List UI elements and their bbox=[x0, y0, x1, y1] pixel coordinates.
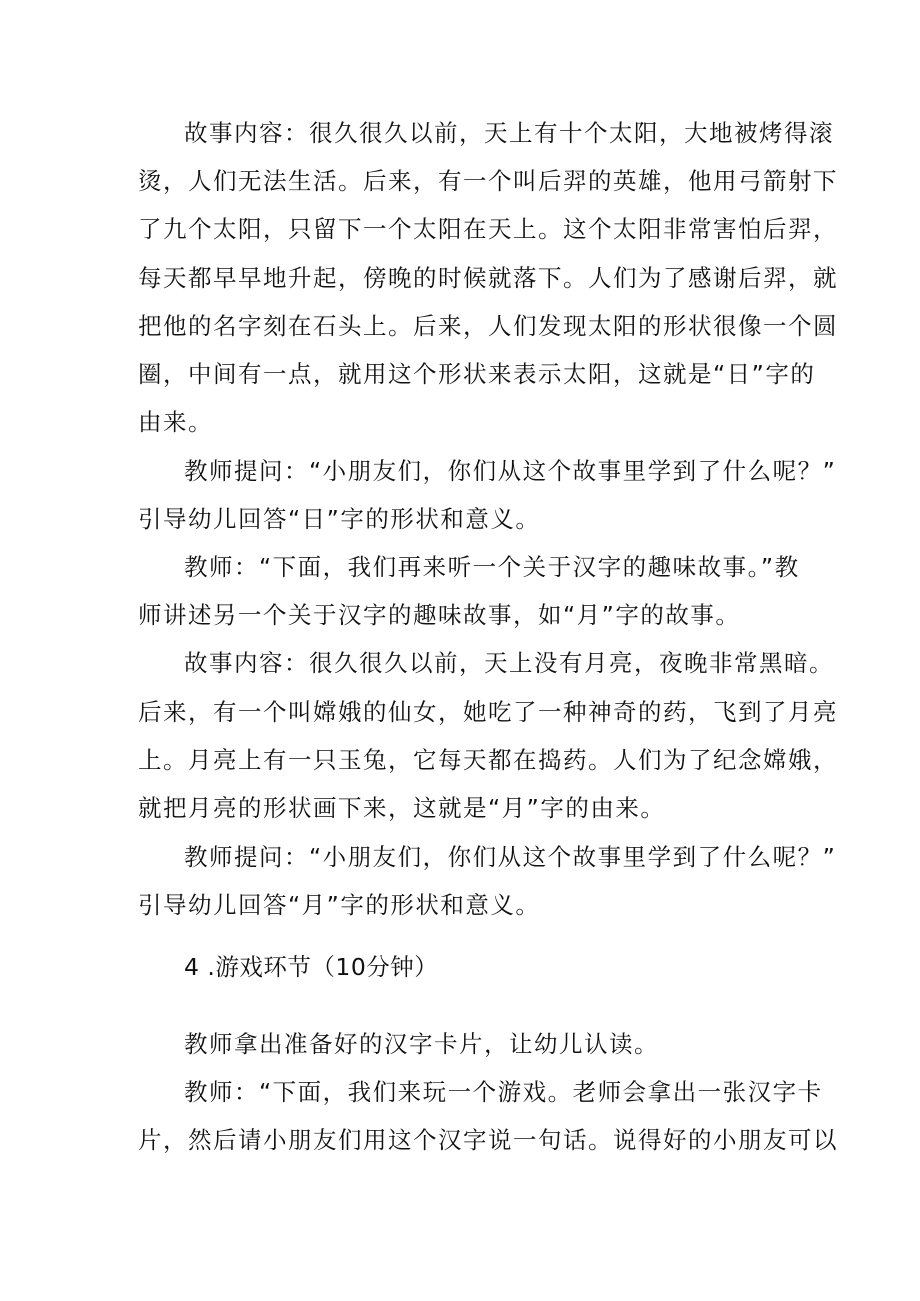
paragraph-line: 把他的名字刻在石头上。后来，人们发现太阳的形状很像一个圆 bbox=[138, 312, 838, 340]
paragraph-line: 故事内容：很久很久以前，天上有十个太阳，大地被烤得滚 bbox=[184, 119, 834, 147]
paragraph-line: 圈，中间有一点，就用这个形状来表示太阳，这就是“日”字的 bbox=[138, 360, 816, 388]
paragraph-line: 引导幼儿回答“日”字的形状和意义。 bbox=[138, 505, 541, 533]
paragraph-line: 上。月亮上有一只玉兔，它每天都在捣药。人们为了纪念嫦娥， bbox=[138, 746, 838, 774]
paragraph-line: 教师提问：“小朋友们，你们从这个故事里学到了什么呢？” bbox=[184, 457, 837, 485]
paragraph-line: 教师：“下面，我们来玩一个游戏。老师会拿出一张汉字卡 bbox=[184, 1078, 823, 1106]
paragraph-line: 故事内容：很久很久以前，天上没有月亮，夜晚非常黑暗。 bbox=[184, 649, 834, 677]
paragraph-line: 片，然后请小朋友们用这个汉字说一句话。说得好的小朋友可以 bbox=[138, 1126, 838, 1154]
paragraph-line: 后来，有一个叫嫦娥的仙女，她吃了一种神奇的药，飞到了月亮 bbox=[138, 698, 838, 726]
paragraph-line: 每天都早早地升起，傍晚的时候就落下。人们为了感谢后羿，就 bbox=[138, 264, 838, 292]
paragraph-line: 由来。 bbox=[138, 408, 213, 436]
paragraph-line: 教师：“下面，我们再来听一个关于汉字的趣味故事。”教 bbox=[184, 553, 800, 581]
paragraph-line: 烫，人们无法生活。后来，有一个叫后羿的英雄，他用弓箭射下 bbox=[138, 167, 838, 195]
paragraph-line: 师讲述另一个关于汉字的趣味故事，如“月”字的故事。 bbox=[138, 601, 741, 629]
section-heading: 4 .游戏环节（10分钟） bbox=[184, 953, 439, 981]
paragraph-line: 引导幼儿回答“月”字的形状和意义。 bbox=[138, 891, 541, 919]
paragraph-line: 教师拿出准备好的汉字卡片，让幼儿认读。 bbox=[184, 1030, 659, 1058]
paragraph-line: 就把月亮的形状画下来，这就是“月”字的由来。 bbox=[138, 794, 666, 822]
paragraph-line: 了九个太阳，只留下一个太阳在天上。这个太阳非常害怕后羿， bbox=[138, 215, 838, 243]
paragraph-line: 教师提问：“小朋友们，你们从这个故事里学到了什么呢？” bbox=[184, 843, 837, 871]
